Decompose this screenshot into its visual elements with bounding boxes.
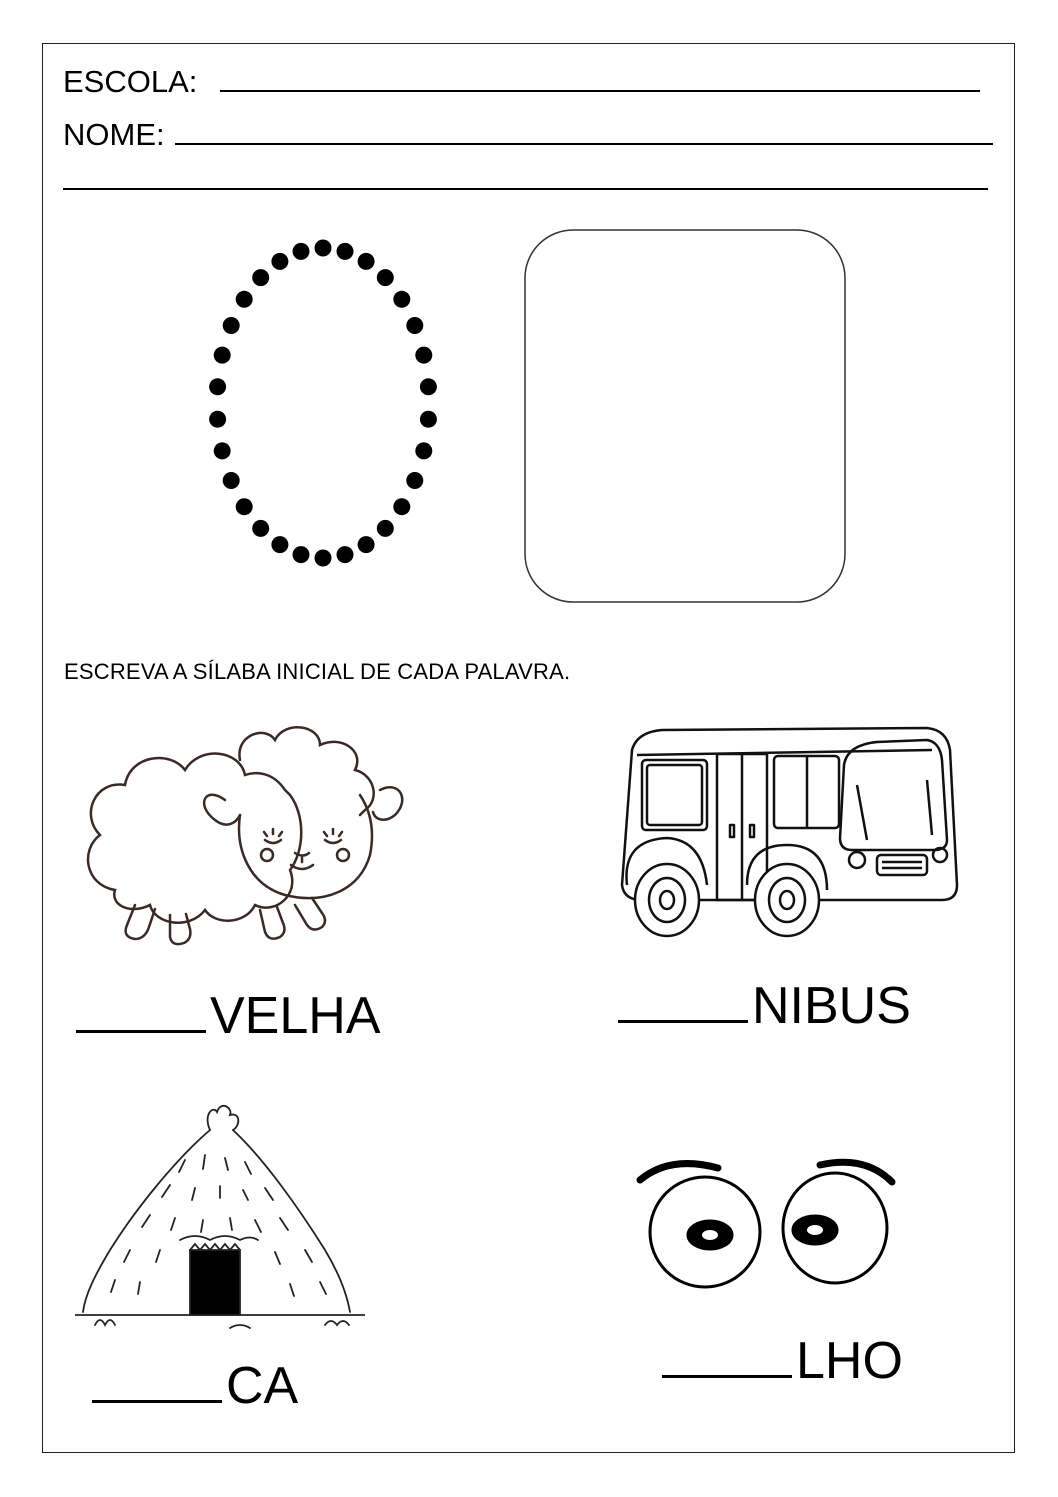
letter-dot	[358, 253, 375, 270]
name-label: NOME:	[63, 117, 165, 152]
word-lho[interactable]	[662, 1332, 903, 1390]
syllable-blank[interactable]	[662, 1339, 792, 1378]
name-field[interactable]	[63, 119, 993, 150]
syllable-blank[interactable]	[76, 994, 206, 1033]
letter-dot	[377, 520, 394, 537]
extra-blank-line[interactable]	[63, 188, 988, 190]
letter-dot	[236, 498, 253, 515]
letter-dot	[393, 291, 410, 308]
letter-dot	[236, 291, 253, 308]
letter-dot	[223, 317, 240, 334]
bus-illustration	[612, 710, 962, 945]
dotted-letter-o[interactable]	[190, 225, 460, 585]
letter-dot	[420, 411, 437, 428]
school-label: ESCOLA:	[63, 64, 198, 99]
word-velha[interactable]	[76, 987, 381, 1045]
letter-dot	[209, 411, 226, 428]
word-suffix: NIBUS	[752, 977, 911, 1035]
letter-dot	[315, 240, 332, 257]
word-suffix: VELHA	[210, 987, 381, 1045]
letter-dot	[406, 317, 423, 334]
hut-illustration	[75, 1100, 365, 1340]
letter-dot	[293, 243, 310, 260]
letter-dot	[214, 347, 231, 364]
sheep-illustration	[75, 720, 420, 960]
letter-dot	[393, 498, 410, 515]
school-field[interactable]	[63, 66, 980, 97]
word-suffix: LHO	[796, 1332, 903, 1390]
syllable-blank[interactable]	[618, 984, 748, 1023]
letter-dot	[223, 472, 240, 489]
name-blank-line[interactable]	[175, 119, 993, 145]
letter-dot	[420, 378, 437, 395]
letter-dot	[358, 536, 375, 553]
letter-dot	[252, 520, 269, 537]
word-ca[interactable]	[92, 1357, 299, 1415]
letter-dot	[415, 442, 432, 459]
syllable-blank[interactable]	[92, 1364, 222, 1403]
letter-dot	[271, 253, 288, 270]
letter-dot	[315, 550, 332, 567]
word-suffix: CA	[226, 1357, 299, 1415]
letter-dot	[377, 269, 394, 286]
letter-dot	[252, 269, 269, 286]
letter-dot	[214, 442, 231, 459]
letter-dot	[406, 472, 423, 489]
word-nibus[interactable]	[618, 977, 911, 1035]
letter-dot	[209, 378, 226, 395]
letter-dot	[293, 546, 310, 563]
letter-dot	[337, 243, 354, 260]
letter-dot	[415, 347, 432, 364]
letter-dot	[271, 536, 288, 553]
eyes-illustration	[630, 1150, 900, 1295]
school-blank-line[interactable]	[220, 66, 980, 92]
instruction-text: ESCREVA A SÍLABA INICIAL DE CADA PALAVRA.	[64, 659, 571, 684]
writing-box[interactable]	[520, 225, 850, 610]
letter-dot	[337, 546, 354, 563]
